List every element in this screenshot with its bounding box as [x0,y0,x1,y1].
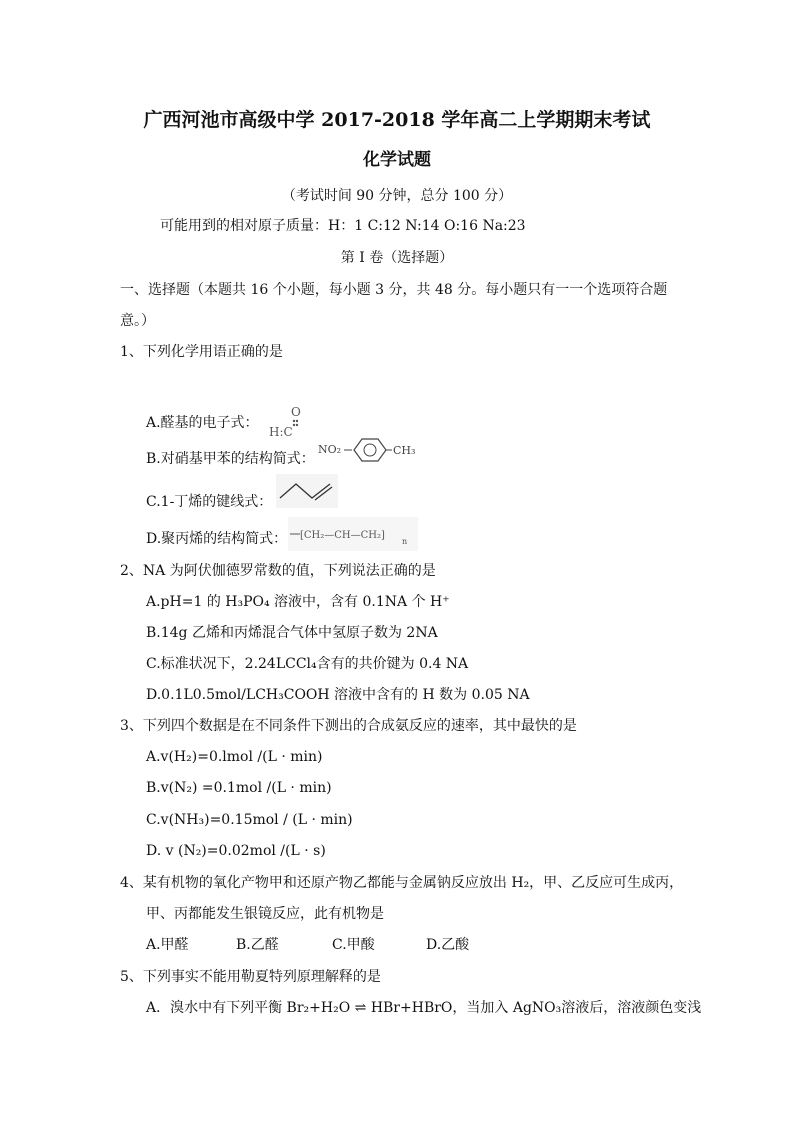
q4-option-a: A.甲醛 [146,937,189,953]
no2-group: NO₂ [318,443,342,456]
q4-option-c: C.甲酸 [332,937,375,953]
question-3-stem: 3、下列四个数据是在不同条件下测出的合成氨反应的速率，其中最快的是 [120,718,577,734]
q1-option-a-label: A.醛基的电子式： [146,415,259,431]
section-title: 第 Ⅰ 卷（选择题） [340,250,454,266]
aldehyde-electron-formula [267,404,307,442]
formula-hc: H:C [269,425,293,439]
exam-info: （考试时间 90 分钟，总分 100 分） [281,188,513,204]
q1-option-b [146,443,416,469]
nitrotoluene-structure [318,435,418,469]
q2-option-d: D.0.1L0.5mol/LCH₃COOH 溶液中含有的 H 数为 0.05 NA [146,687,530,703]
q2-option-a: A.pH=1 的 H₃PO₄ 溶液中，含有 0.1NA 个 H⁺ [146,594,450,610]
q3-option-c: C.v(NH₃)=0.15mol / (L · min) [146,812,353,828]
q1-option-a [146,404,307,442]
ch3-group: CH₃ [393,444,416,457]
q1-option-c [146,492,272,512]
question-5-stem: 5、下列事实不能用勒夏特列原理解释的是 [120,969,381,985]
atomic-masses: 可能用到的相对原子质量：H：1 C:12 N:14 O:16 Na:23 [160,218,526,234]
section-instruction: 一、选择题（本题共 16 个小题，每小题 3 分，共 48 分。每小题只有一一个选项符合题 [120,282,668,298]
q2-option-c: C.标准状况下，2.24LCCl₄含有的共价键为 0.4 NA [146,656,469,672]
q5-option-a: A．溴水中有下列平衡 Br₂+H₂O ⇌ HBr+HBrO，当加入 AgNO₃溶液后，溶液颜色变浅 [146,1000,702,1016]
q4-option-b: B.乙醛 [236,937,279,953]
subject-title: 化学试题 [363,150,431,170]
q3-option-b: B.v(N₂) =0.1mol /(L · min) [146,780,332,796]
exam-title: 广西河池市高级中学 2017-2018 学年高二上学期期末考试 [143,109,651,131]
q2-option-b: B.14g 乙烯和丙烯混合气体中氢原子数为 2NA [146,625,438,641]
q3-option-d: D. v (N₂)=0.02mol /(L · s) [146,843,326,859]
butene-bond-line [276,474,338,508]
question-4-stem: 4、某有机物的氧化产物甲和还原产物乙都能与金属钠反应放出 H₂，甲、乙反应可生成丙， [120,875,684,891]
question-2-stem: 2、NA 为阿伏伽德罗常数的值，下列说法正确的是 [120,563,436,579]
q1-option-b-label: B.对硝基甲苯的结构简式： [146,451,315,467]
polymer-subscript: n [402,537,408,546]
q3-option-a: A.v(H₂)=0.lmol /(L · min) [146,749,323,765]
section-instruction-cont: 意。） [120,313,155,329]
q4-options [146,935,469,955]
polypropylene-structure [288,517,418,551]
q1-option-d [146,529,408,549]
question-4-stem-cont: 甲、丙都能发生银镜反应，此有机物是 [146,906,384,922]
formula-oxygen: O [291,405,301,419]
q4-option-d: D.乙酸 [426,937,470,953]
question-1-stem: 1、下列化学用语正确的是 [120,344,283,360]
q1-option-d-label: D.聚丙烯的结构简式： [146,531,288,547]
q1-option-c-label: C.1-丁烯的键线式： [146,494,273,510]
polypropylene-chain: [CH₂—CH—CH₂] [300,530,385,541]
